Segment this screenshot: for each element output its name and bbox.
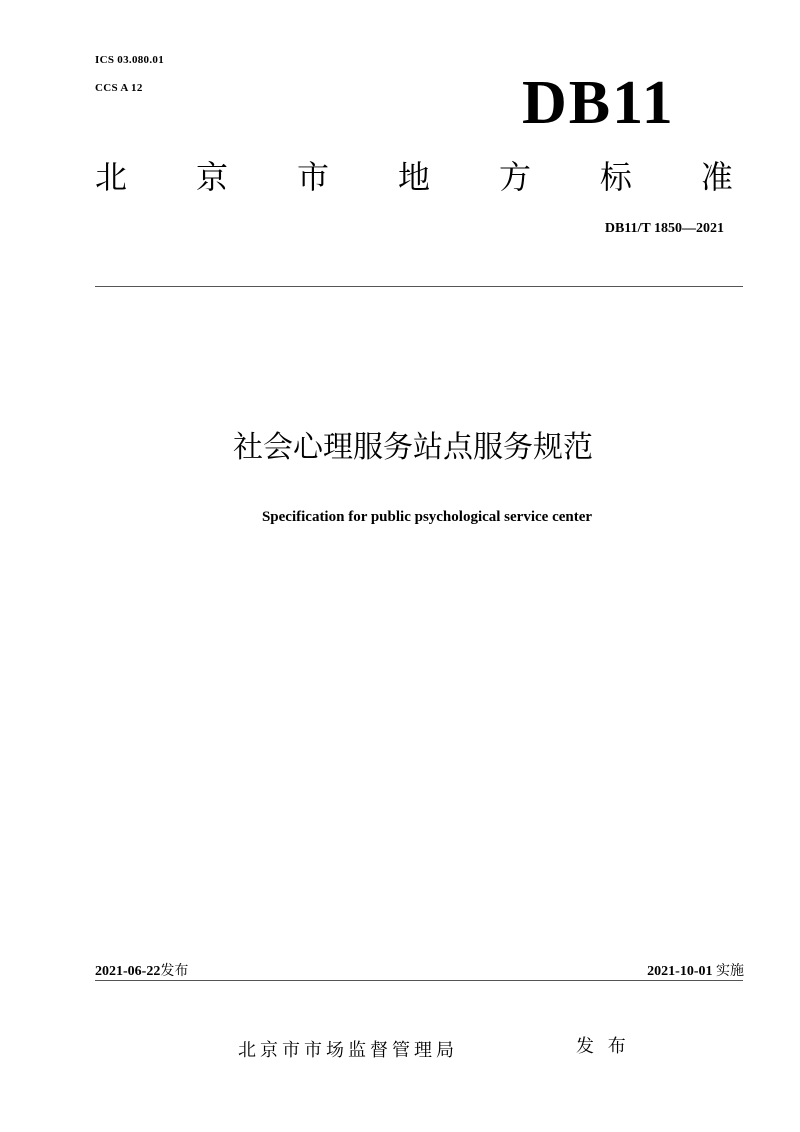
publisher-name: 北京市市场监督管理局 xyxy=(238,1040,458,1061)
issue-date-block xyxy=(95,962,188,981)
ccs-code: CCS A 12 xyxy=(95,82,143,94)
issue-label: 发布 xyxy=(160,963,189,979)
ics-code: ICS 03.080.01 xyxy=(95,54,164,66)
header-divider xyxy=(95,286,743,287)
issue-date: 2021-06-22 xyxy=(95,964,161,979)
implement-date-block xyxy=(647,962,744,981)
publish-label: 发 布 xyxy=(576,1036,630,1057)
footer-divider xyxy=(95,980,743,981)
authority-char: 京 xyxy=(195,158,228,196)
db11-mark: DB11 xyxy=(522,69,675,137)
document-title-cn: 社会心理服务站点服务规范 xyxy=(233,430,593,465)
authority-char: 准 xyxy=(700,158,733,196)
document-title-en: Specification for public psychological service center xyxy=(261,509,593,525)
authority-char: 市 xyxy=(296,158,329,196)
authority-char: 地 xyxy=(397,158,430,196)
implement-label: 实施 xyxy=(716,963,744,979)
issuing-authority-heading xyxy=(95,157,733,197)
authority-char: 北 xyxy=(95,158,128,196)
standard-number: DB11/T 1850—2021 xyxy=(604,221,724,236)
authority-char: 方 xyxy=(498,158,531,196)
authority-char: 标 xyxy=(599,158,632,196)
implement-date: 2021-10-01 xyxy=(647,964,713,979)
